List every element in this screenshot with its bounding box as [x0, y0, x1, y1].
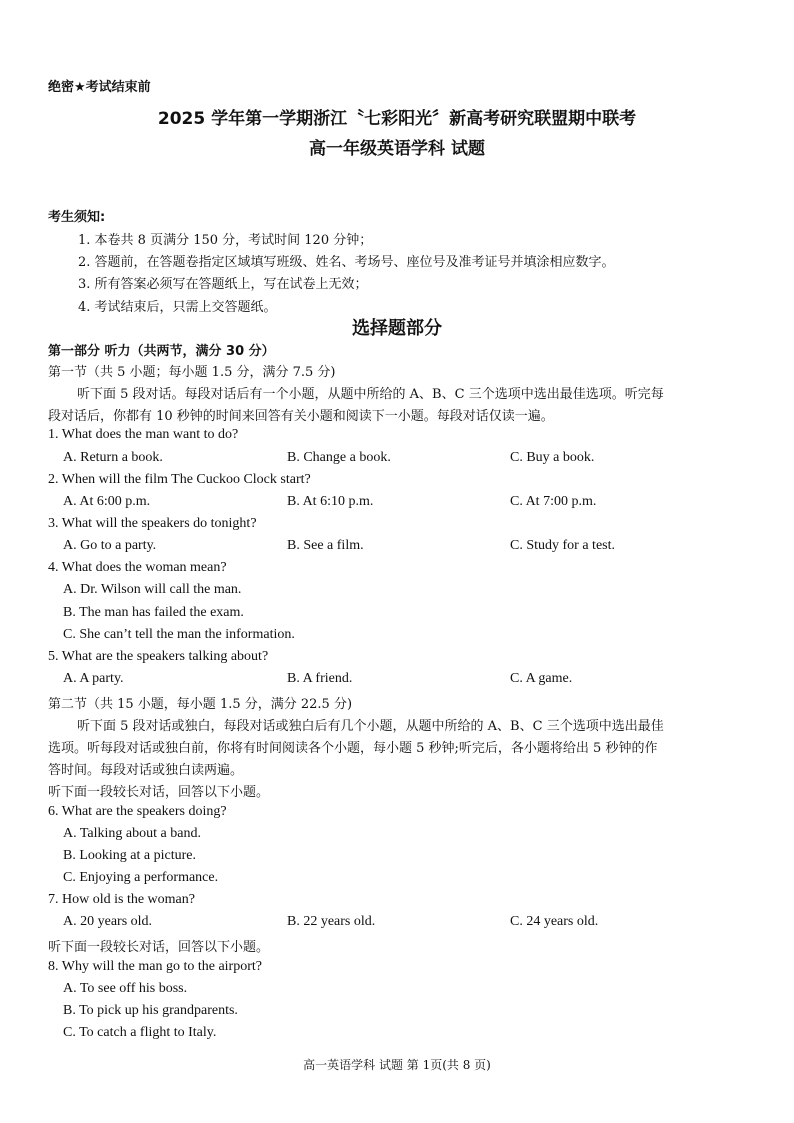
option-b: B. See a film. — [287, 538, 364, 553]
option-a: A. Go to a party. — [63, 538, 157, 553]
exam-title: 2025 学年第一学期浙江〝七彩阳光〞新高考研究联盟期中联考 — [157, 109, 637, 129]
question-stem: 6. What are the speakers doing? — [48, 804, 227, 819]
option-c: C. 24 years old. — [510, 914, 599, 929]
option-c: C. A game. — [510, 671, 573, 686]
confidential-label: 绝密★考试结束前 — [48, 80, 151, 95]
sec2-instructions: 答时间。每段对话或独白读两遍。 — [48, 763, 244, 778]
option-b: B. A friend. — [287, 671, 353, 686]
option-a: A. A party. — [63, 671, 124, 686]
option-c: C. Buy a book. — [510, 450, 595, 465]
option-b: B. At 6:10 p.m. — [287, 494, 374, 509]
page-footer: 高一英语学科 试题 第 1页(共 8 页) — [303, 1058, 491, 1072]
option-a: A. Dr. Wilson will call the man. — [63, 582, 242, 597]
question-stem: 1. What does the man want to do? — [48, 427, 239, 442]
option-a: A. To see off his boss. — [63, 981, 188, 996]
question-stem: 8. Why will the man go to the airport? — [48, 959, 262, 974]
dialogue-lead: 听下面一段较长对话，回答以下小题。 — [48, 940, 270, 955]
option-b: B. Looking at a picture. — [63, 848, 196, 863]
question-stem: 5. What are the speakers talking about? — [48, 649, 269, 664]
option-c: C. She can’t tell the man the information. — [63, 627, 295, 642]
option-c: C. To catch a flight to Italy. — [63, 1025, 217, 1040]
option-b: B. 22 years old. — [287, 914, 376, 929]
question-stem: 4. What does the woman mean? — [48, 560, 227, 575]
option-a: A. 20 years old. — [63, 914, 153, 929]
section-title: 选择题部分 — [352, 318, 442, 339]
notice-item: 1. 本卷共 8 页满分 150 分，考试时间 120 分钟； — [78, 233, 373, 248]
option-a: A. At 6:00 p.m. — [63, 494, 151, 509]
sec1-instructions: 段对话后，你都有 10 秒钟的时间来回答有关小题和阅读下一小题。每段对话仅读一遍。 — [48, 409, 554, 424]
sec1-instructions: 听下面 5 段对话。每段对话后有一个小题，从题中所给的 A、B、C 三个选项中选出最佳选项。听完每 — [77, 387, 664, 402]
option-a: A. Return a book. — [63, 450, 163, 465]
notice-item: 3. 所有答案必须写在答题纸上，写在试卷上无效； — [78, 277, 368, 292]
notice-item: 4. 考试结束后，只需上交答题纸。 — [78, 300, 277, 315]
question-stem: 7. How old is the woman? — [48, 892, 195, 907]
sec2-heading: 第二节（共 15 小题，每小题 1.5 分，满分 22.5 分) — [48, 697, 353, 712]
sec2-instructions: 听下面 5 段对话或独白，每段对话或独白后有几个小题，从题中所给的 A、B、C 三个选项中选出最佳 — [77, 719, 664, 734]
sec2-instructions: 选项。听每段对话或独白前，你将有时间阅读各个小题，每小题 5 秒钟;听完后，各小题将给出 5 秒钟的作 — [48, 741, 658, 756]
option-b: B. The man has failed the exam. — [63, 605, 244, 620]
notice-label: 考生须知: — [48, 210, 106, 225]
option-b: B. Change a book. — [287, 450, 391, 465]
option-a: A. Talking about a band. — [63, 826, 201, 841]
part1-heading: 第一部分 听力（共两节，满分 30 分） — [48, 344, 275, 359]
option-c: C. Study for a test. — [510, 538, 615, 553]
question-stem: 2. When will the film The Cuckoo Clock start? — [48, 472, 311, 487]
exam-subtitle: 高一年级英语学科 试题 — [309, 139, 485, 159]
option-b: B. To pick up his grandparents. — [63, 1003, 238, 1018]
notice-item: 2. 答题前，在答题卷指定区域填写班级、姓名、考场号、座位号及准考证号并填涂相应数字。 — [78, 255, 615, 270]
option-c: C. Enjoying a performance. — [63, 870, 219, 885]
option-c: C. At 7:00 p.m. — [510, 494, 597, 509]
sec1-heading: 第一节（共 5 小题；每小题 1.5 分，满分 7.5 分) — [48, 365, 336, 380]
question-stem: 3. What will the speakers do tonight? — [48, 516, 257, 531]
dialogue-lead: 听下面一段较长对话，回答以下小题。 — [48, 785, 270, 800]
